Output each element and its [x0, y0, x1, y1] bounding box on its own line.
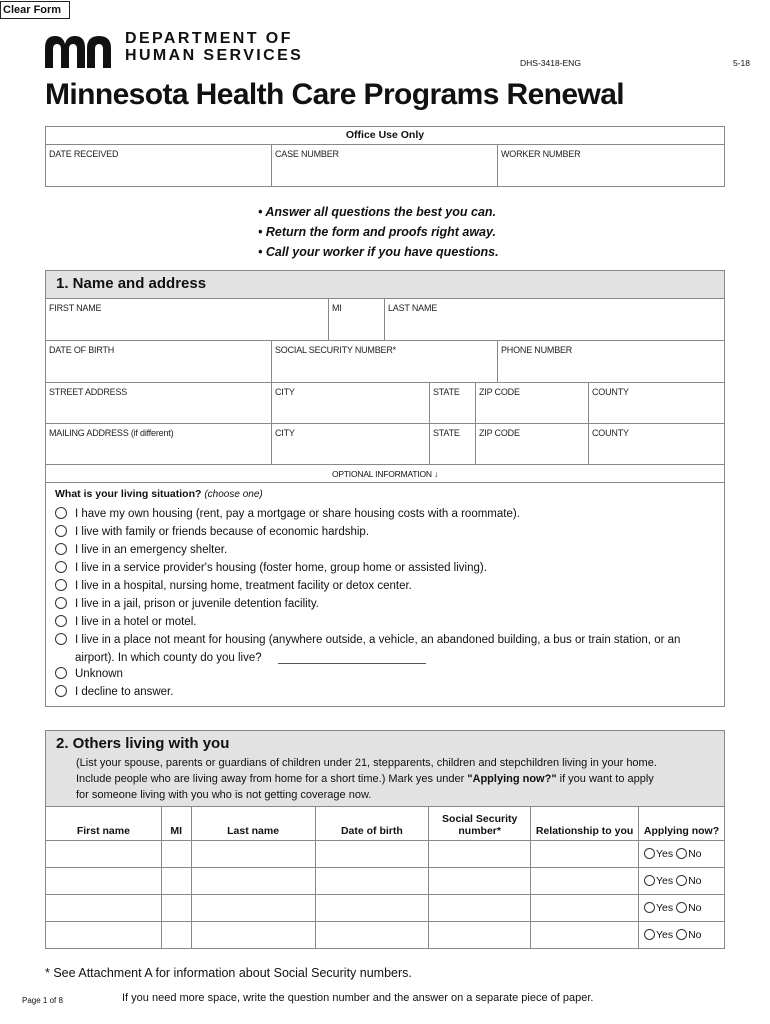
yes-radio[interactable] [644, 902, 655, 913]
radio-button[interactable] [55, 543, 67, 555]
last-name-label: LAST NAME [388, 303, 438, 313]
desc-line-1: (List your spouse, parents or guardians of children under 21, stepparents, children and stepchildren living in your home. [76, 757, 657, 769]
page-number: Page 1 of 8 [22, 996, 63, 1005]
city-field[interactable] [271, 382, 430, 424]
instruction-item: • Return the form and proofs right away. [258, 222, 499, 242]
city-label: CITY [275, 387, 295, 397]
radio-button[interactable] [55, 561, 67, 573]
mi-field[interactable] [328, 298, 385, 341]
ssn-label: SOCIAL SECURITY NUMBER* [275, 345, 396, 355]
applying-cell [639, 841, 725, 868]
instruction-item: • Call your worker if you have questions. [258, 242, 499, 262]
relationship-cell[interactable] [531, 922, 639, 949]
mi-cell[interactable] [161, 841, 191, 868]
desc-line-2b: if you want to apply [556, 773, 654, 785]
no-label: No [688, 875, 702, 887]
section-1-header [45, 270, 725, 299]
no-radio[interactable] [676, 902, 687, 913]
yes-radio[interactable] [644, 929, 655, 940]
dob-cell[interactable] [315, 868, 429, 895]
radio-button[interactable] [55, 685, 67, 697]
applying-cell [639, 895, 725, 922]
first-name-cell[interactable] [46, 922, 162, 949]
instructions-list [258, 202, 499, 262]
no-label: No [688, 902, 702, 914]
space-note: If you need more space, write the question number and the answer on a separate piece of paper. [122, 992, 594, 1004]
dob-cell[interactable] [315, 895, 429, 922]
zip-label: ZIP CODE [479, 387, 520, 397]
section-2-description [76, 755, 706, 803]
table-row [46, 841, 725, 868]
county2-field[interactable] [588, 423, 725, 465]
yes-radio[interactable] [644, 848, 655, 859]
dob-label: DATE OF BIRTH [49, 345, 115, 355]
col-first-name: First name [46, 807, 162, 841]
ssn-cell[interactable] [429, 922, 531, 949]
col-applying: Applying now? [639, 807, 725, 841]
first-name-cell[interactable] [46, 841, 162, 868]
mn-logo-icon [45, 34, 119, 68]
yes-label: Yes [656, 929, 674, 941]
section-1-title: 1. Name and address [56, 275, 207, 292]
applying-cell [639, 922, 725, 949]
first-name-label: FIRST NAME [49, 303, 102, 313]
radio-button[interactable] [55, 525, 67, 537]
dob-cell[interactable] [315, 841, 429, 868]
radio-button[interactable] [55, 579, 67, 591]
clear-form-button[interactable]: Clear Form [0, 1, 70, 19]
street-label: STREET ADDRESS [49, 387, 128, 397]
living-option-label: I live in a jail, prison or juvenile detention facility. [75, 598, 319, 610]
mailing-label: MAILING ADDRESS (if different) [49, 428, 174, 438]
county-question: airport). In which county do you live? [75, 652, 262, 664]
applying-cell [639, 868, 725, 895]
radio-button[interactable] [55, 667, 67, 679]
last-name-cell[interactable] [191, 868, 315, 895]
office-use-title: Office Use Only [345, 129, 425, 141]
first-name-cell[interactable] [46, 868, 162, 895]
mailing-field[interactable] [45, 423, 272, 465]
office-use-header [45, 126, 725, 145]
case-number-label: CASE NUMBER [275, 149, 339, 159]
ssn-field[interactable] [271, 340, 498, 383]
others-table-header [46, 807, 725, 841]
state2-field[interactable] [429, 423, 476, 465]
no-radio[interactable] [676, 875, 687, 886]
dob-field[interactable] [45, 340, 272, 383]
phone-field[interactable] [497, 340, 725, 383]
desc-line-2a: Include people who are living away from home for a short time.) Mark yes under [76, 773, 468, 785]
radio-button[interactable] [55, 597, 67, 609]
mi-label: MI [332, 303, 342, 313]
living-option-label: I decline to answer. [75, 686, 174, 698]
no-radio[interactable] [676, 929, 687, 940]
col-last-name: Last name [191, 807, 315, 841]
instruction-item: • Answer all questions the best you can. [258, 202, 499, 222]
state-label: STATE [433, 387, 460, 397]
date-received-label: DATE RECEIVED [49, 149, 119, 159]
department-name [125, 30, 303, 64]
optional-info-label: OPTIONAL INFORMATION ↓ [331, 469, 439, 479]
street-field[interactable] [45, 382, 272, 424]
living-option-label: Unknown [75, 668, 123, 680]
relationship-cell[interactable] [531, 841, 639, 868]
date-received-field[interactable] [45, 144, 272, 187]
first-name-cell[interactable] [46, 895, 162, 922]
dept-line-2: HUMAN SERVICES [125, 47, 304, 64]
desc-line-3: for someone living with you who is not getting coverage now. [76, 789, 372, 801]
county-answer-line[interactable] [278, 663, 426, 664]
state2-label: STATE [433, 428, 460, 438]
living-question-text: What is your living situation? [55, 488, 202, 500]
case-number-field[interactable] [271, 144, 498, 187]
living-option-label: I live in a place not meant for housing (anywhere outside, a vehicle, an abandoned building, a bus or train station, or an [75, 634, 681, 646]
no-label: No [688, 929, 702, 941]
desc-line-2 [76, 771, 706, 787]
living-question [55, 488, 263, 500]
ssn-footnote: * See Attachment A for information about Social Security numbers. [45, 966, 412, 980]
first-name-field[interactable] [45, 298, 329, 341]
living-option-label: I live in a hospital, nursing home, treatment facility or detox center. [75, 580, 412, 592]
optional-info-bar [45, 464, 725, 483]
living-option-label: I live in an emergency shelter. [75, 544, 228, 556]
table-row [46, 895, 725, 922]
living-option-label: I live with family or friends because of economic hardship. [75, 526, 370, 538]
dob-cell[interactable] [315, 922, 429, 949]
last-name-cell[interactable] [191, 841, 315, 868]
col-mi: MI [161, 807, 191, 841]
page-title: Minnesota Health Care Programs Renewal [45, 78, 625, 111]
no-label: No [688, 848, 702, 860]
state-field[interactable] [429, 382, 476, 424]
others-table [45, 806, 725, 949]
city2-label: CITY [275, 428, 295, 438]
yes-radio[interactable] [644, 875, 655, 886]
section-2-title: 2. Others living with you [56, 735, 230, 752]
living-option-label: I live in a hotel or motel. [75, 616, 197, 628]
zip2-field[interactable] [475, 423, 589, 465]
last-name-cell[interactable] [191, 895, 315, 922]
yes-label: Yes [656, 875, 674, 887]
last-name-cell[interactable] [191, 922, 315, 949]
living-hint: (choose one) [204, 489, 263, 500]
county-field[interactable] [588, 382, 725, 424]
ssn-cell[interactable] [429, 895, 531, 922]
radio-button[interactable] [55, 633, 67, 645]
worker-number-label: WORKER NUMBER [501, 149, 581, 159]
form-date: 5-18 [733, 58, 751, 68]
zip-field[interactable] [475, 382, 589, 424]
mi-cell[interactable] [161, 895, 191, 922]
yes-label: Yes [656, 848, 674, 860]
desc-bold: "Applying now?" [467, 773, 557, 785]
city2-field[interactable] [271, 423, 430, 465]
col-dob: Date of birth [315, 807, 429, 841]
form-id: DHS-3418-ENG [520, 58, 581, 68]
radio-button[interactable] [55, 615, 67, 627]
yes-label: Yes [656, 902, 674, 914]
phone-label: PHONE NUMBER [501, 345, 573, 355]
ssn-cell[interactable] [429, 841, 531, 868]
worker-number-field[interactable] [497, 144, 725, 187]
dept-line-1: DEPARTMENT OF [125, 30, 293, 47]
table-row [46, 868, 725, 895]
radio-button[interactable] [55, 507, 67, 519]
relationship-cell[interactable] [531, 895, 639, 922]
col-ssn: Social Security number* [429, 807, 531, 841]
living-option-label: I have my own housing (rent, pay a mortgage or share housing costs with a roommate). [75, 508, 520, 520]
last-name-field[interactable] [384, 298, 725, 341]
county2-label: COUNTY [592, 428, 629, 438]
mi-cell[interactable] [161, 922, 191, 949]
col-relationship: Relationship to you [531, 807, 639, 841]
ssn-cell[interactable] [429, 868, 531, 895]
zip2-label: ZIP CODE [479, 428, 520, 438]
table-row [46, 922, 725, 949]
mi-cell[interactable] [161, 868, 191, 895]
no-radio[interactable] [676, 848, 687, 859]
county-label: COUNTY [592, 387, 629, 397]
living-option-label: I live in a service provider's housing (foster home, group home or assisted living). [75, 562, 487, 574]
relationship-cell[interactable] [531, 868, 639, 895]
